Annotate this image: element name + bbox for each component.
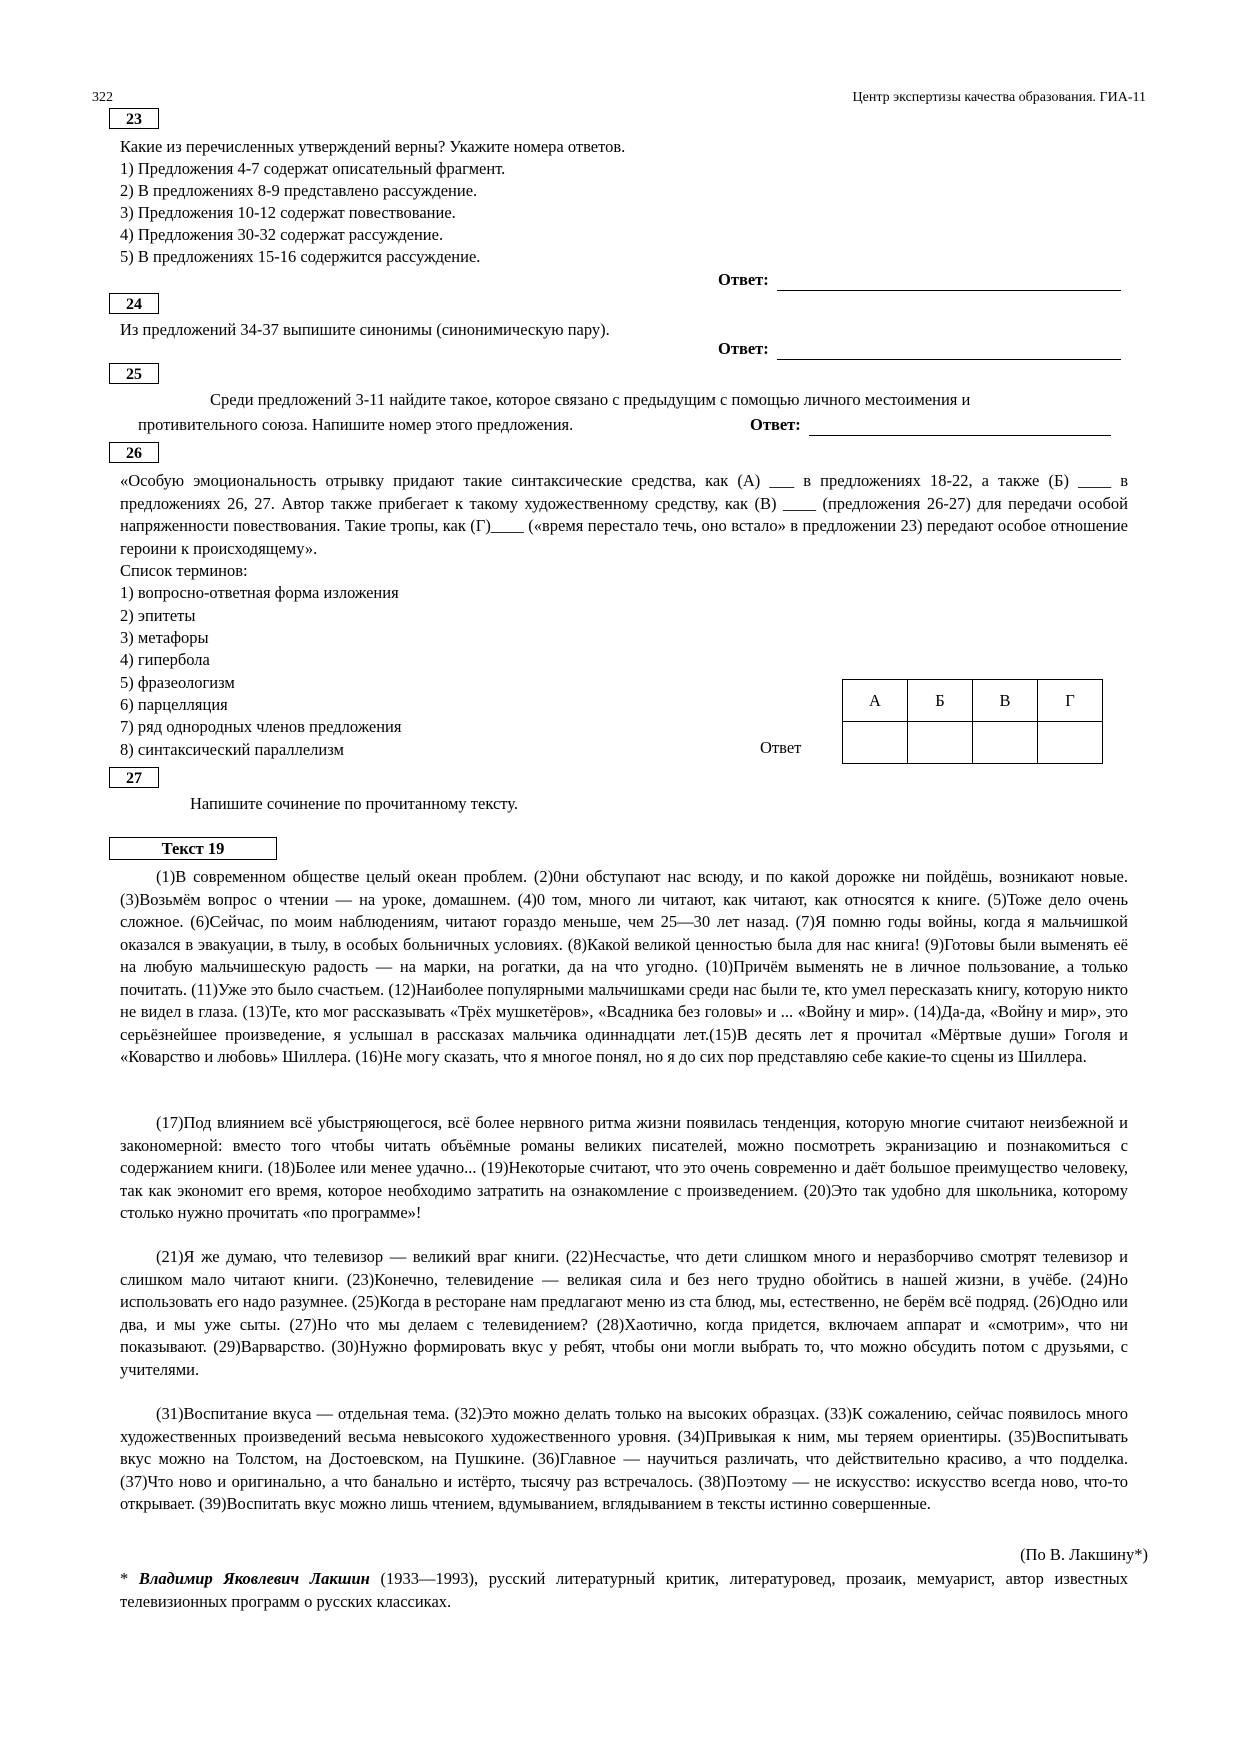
q23-option-5: 5) В предложениях 15-16 содержится рассуждение.	[120, 247, 481, 266]
q26-term-1: 1) вопросно-ответная форма изложения	[120, 583, 399, 602]
footnote-description: (1933—1993), русский литературный критик, литературовед, прозаик, мемуарист, автор известных телевизионных программ о русских классиках.	[120, 1569, 1128, 1611]
text-paragraph-2: (17)Под влиянием всё убыстряющегося, всё более нервного ритма жизни появилась тенденция, которую многие считают неизбежной и закономерной: вместо того чтобы читать объёмные романы великих писателей, можно посмотреть экранизацию и познакомиться с содержанием книги. (18)Более или менее удачно... (19)Некоторые считают, что это очень современно и даёт большое преимущество человеку, так как экономит его время, которое необходимо затратить на ознакомление с произведением. (20)Это так удобно для школьника, которому столько нужно прочитать «по программе»!	[120, 1113, 1128, 1222]
q23-option-4: 4) Предложения 30-32 содержат рассуждение.	[120, 225, 444, 244]
q26-term-3: 3) метафоры	[120, 628, 209, 647]
question-number-26: 26	[109, 442, 159, 463]
author-footnote	[120, 1568, 1128, 1613]
q25-prompt-line2: противительного союза. Напишите номер этого предложения.	[138, 415, 574, 434]
footnote-star: *	[120, 1569, 139, 1588]
q26-term-5: 5) фразеологизм	[120, 673, 235, 692]
q26-term-4: 4) гипербола	[120, 650, 210, 669]
question-number-27: 27	[109, 767, 159, 788]
q26-term-7: 7) ряд однородных членов предложения	[120, 717, 402, 736]
page-header-title: Центр экспертизы качества образования. ГИА-11	[852, 90, 1146, 105]
q27-prompt: Напишите сочинение по прочитанному тексту.	[190, 794, 518, 813]
q26-prompt: «Особую эмоциональность отрывку придают такие синтаксические средства, как (А) ___ в предложениях 18-22, а также (Б) ____ в предложениях 26, 27. Автор также прибегает к такому художественному средству, как (В) ____ (предложения 26-27) для передачи особой напряженности повествования. Такие тропы, как (Г)____ («время перестало течь, оно встало» в предложении 23) передают особое отношение героини к происходящему».	[120, 471, 1128, 558]
q26-term-6: 6) парцелляция	[120, 695, 228, 714]
q24-answer-field[interactable]	[777, 341, 1121, 360]
q25-answer-row	[750, 414, 1111, 436]
question-number-23: 23	[109, 108, 159, 129]
answer-label: Ответ:	[750, 415, 801, 434]
q24-prompt: Из предложений 34-37 выпишите синонимы (синонимическую пару).	[120, 320, 610, 339]
question-number-24: 24	[109, 293, 159, 314]
answer-table-header-b: Б	[908, 680, 973, 722]
text-title: Текст 19	[109, 837, 277, 860]
answer-cell-v[interactable]	[973, 722, 1038, 764]
q23-prompt: Какие из перечисленных утверждений верны? Укажите номера ответов.	[120, 137, 626, 156]
q23-answer-row	[718, 269, 1121, 291]
footnote-author-name: Владимир Яковлевич Лакшин	[138, 1569, 370, 1588]
q26-term-2: 2) эпитеты	[120, 606, 196, 625]
answer-cell-b[interactable]	[908, 722, 973, 764]
q26-answer-word: Ответ	[760, 738, 802, 757]
q23-answer-field[interactable]	[777, 272, 1121, 291]
q23-option-1: 1) Предложения 4-7 содержат описательный фрагмент.	[120, 159, 506, 178]
text-paragraph-3: (21)Я же думаю, что телевизор — великий враг книги. (22)Несчастье, что дети слишком много и неразборчиво смотрят телевизор и слишком мало читают книги. (23)Конечно, телевидение — великая сила и без него трудно обойтись в нашей жизни, в учёбе. (24)Но использовать его надо разумнее. (25)Когда в ресторане нам предлагают меню из ста блюд, мы, естественно, не берём всё подряд. (26)Одно или два, и мы уже сыты. (27)Но что мы делаем с телевидением? (28)Хаотично, когда придется, включаем аппарат и «смотрим», что ни показывают. (29)Варварство. (30)Нужно формировать вкус у ребят, чтобы они могли выбрать то, что можно обсудить потом с друзьями, с учителями.	[120, 1247, 1128, 1379]
q26-terms-title: Список терминов:	[120, 561, 248, 580]
answer-cell-a[interactable]	[843, 722, 908, 764]
text-author: (По В. Лакшину*)	[1020, 1545, 1148, 1564]
q26-term-8: 8) синтаксический параллелизм	[120, 740, 344, 759]
answer-label: Ответ:	[718, 270, 769, 289]
answer-label: Ответ:	[718, 339, 769, 358]
page-number: 322	[92, 90, 113, 105]
q24-answer-row	[718, 338, 1121, 360]
answer-cell-g[interactable]	[1038, 722, 1103, 764]
q23-option-2: 2) В предложениях 8-9 представлено рассуждение.	[120, 181, 478, 200]
q25-prompt-line1: Среди предложений 3-11 найдите такое, которое связано с предыдущим с помощью личного местоимения и	[210, 390, 971, 409]
answer-table-header-a: А	[843, 680, 908, 722]
q25-answer-field[interactable]	[809, 417, 1111, 436]
q26-answer-table	[842, 679, 1103, 764]
text-paragraph-4: (31)Воспитание вкуса — отдельная тема. (32)Это можно делать только на высоких образцах. (33)К сожалению, сейчас появилось много художественных произведений весьма невысокого художественного уровня. (34)Привыкая к ним, мы теряем ориентиры. (35)Воспитывать вкус можно на Толстом, на Достоевском, на Пушкине. (36)Главное — научиться различать, что действительно красиво, а что подделка. (37)Что ново и оригинально, а что банально и истёрто, тысячу раз встречалось. (38)Поэтому — не искусство: искусство всегда ново, что-то открывает. (39)Воспитать вкус можно лишь чтением, вдумыванием, вглядыванием в тексты истинно совершенные.	[120, 1404, 1128, 1513]
q23-option-3: 3) Предложения 10-12 содержат повествование.	[120, 203, 456, 222]
text-paragraph-1: (1)В современном обществе целый океан проблем. (2)0ни обступают нас всюду, и по какой дорожке ни пойдёшь, возникают новые. (3)Возьмём вопрос о чтении — на уроке, домашнем. (4)0 том, много ли читают, как читают, как относятся к книге. (5)Тоже дело очень сложное. (6)Сейчас, по моим наблюдениям, читают гораздо меньше, чем 25—30 лет назад. (7)Я помню годы войны, когда я мальчишкой оказался в эвакуации, в тылу, в особых больничных условиях. (8)Какой великой ценностью была для нас книга! (9)Готовы были выменять её на любую мальчишескую радость — на марки, на рогатки, да на что угодно. (10)Причём выменять не в личное пользование, а только почитать. (11)Уже это было счастьем. (12)Наиболее популярными мальчишками среди нас были те, кто умел пересказать книгу, которую никто не видел в глаза. (13)Те, кто мог рассказывать «Трёх мушкетёров», «Всадника без головы» и ... «Войну и мир». (14)Да-да, «Войну и мир», это серьёзнейшее произведение, я услышал в рассказах мальчика одиннадцати лет.(15)В десять лет я прочитал «Мёртвые души» Гоголя и «Коварство и любовь» Шиллера. (16)Не могу сказать, что я многое понял, но я до сих пор представляю себе какие-то сцены из Шиллера.	[120, 867, 1128, 1066]
answer-table-header-g: Г	[1038, 680, 1103, 722]
question-number-25: 25	[109, 363, 159, 384]
answer-table-header-v: В	[973, 680, 1038, 722]
